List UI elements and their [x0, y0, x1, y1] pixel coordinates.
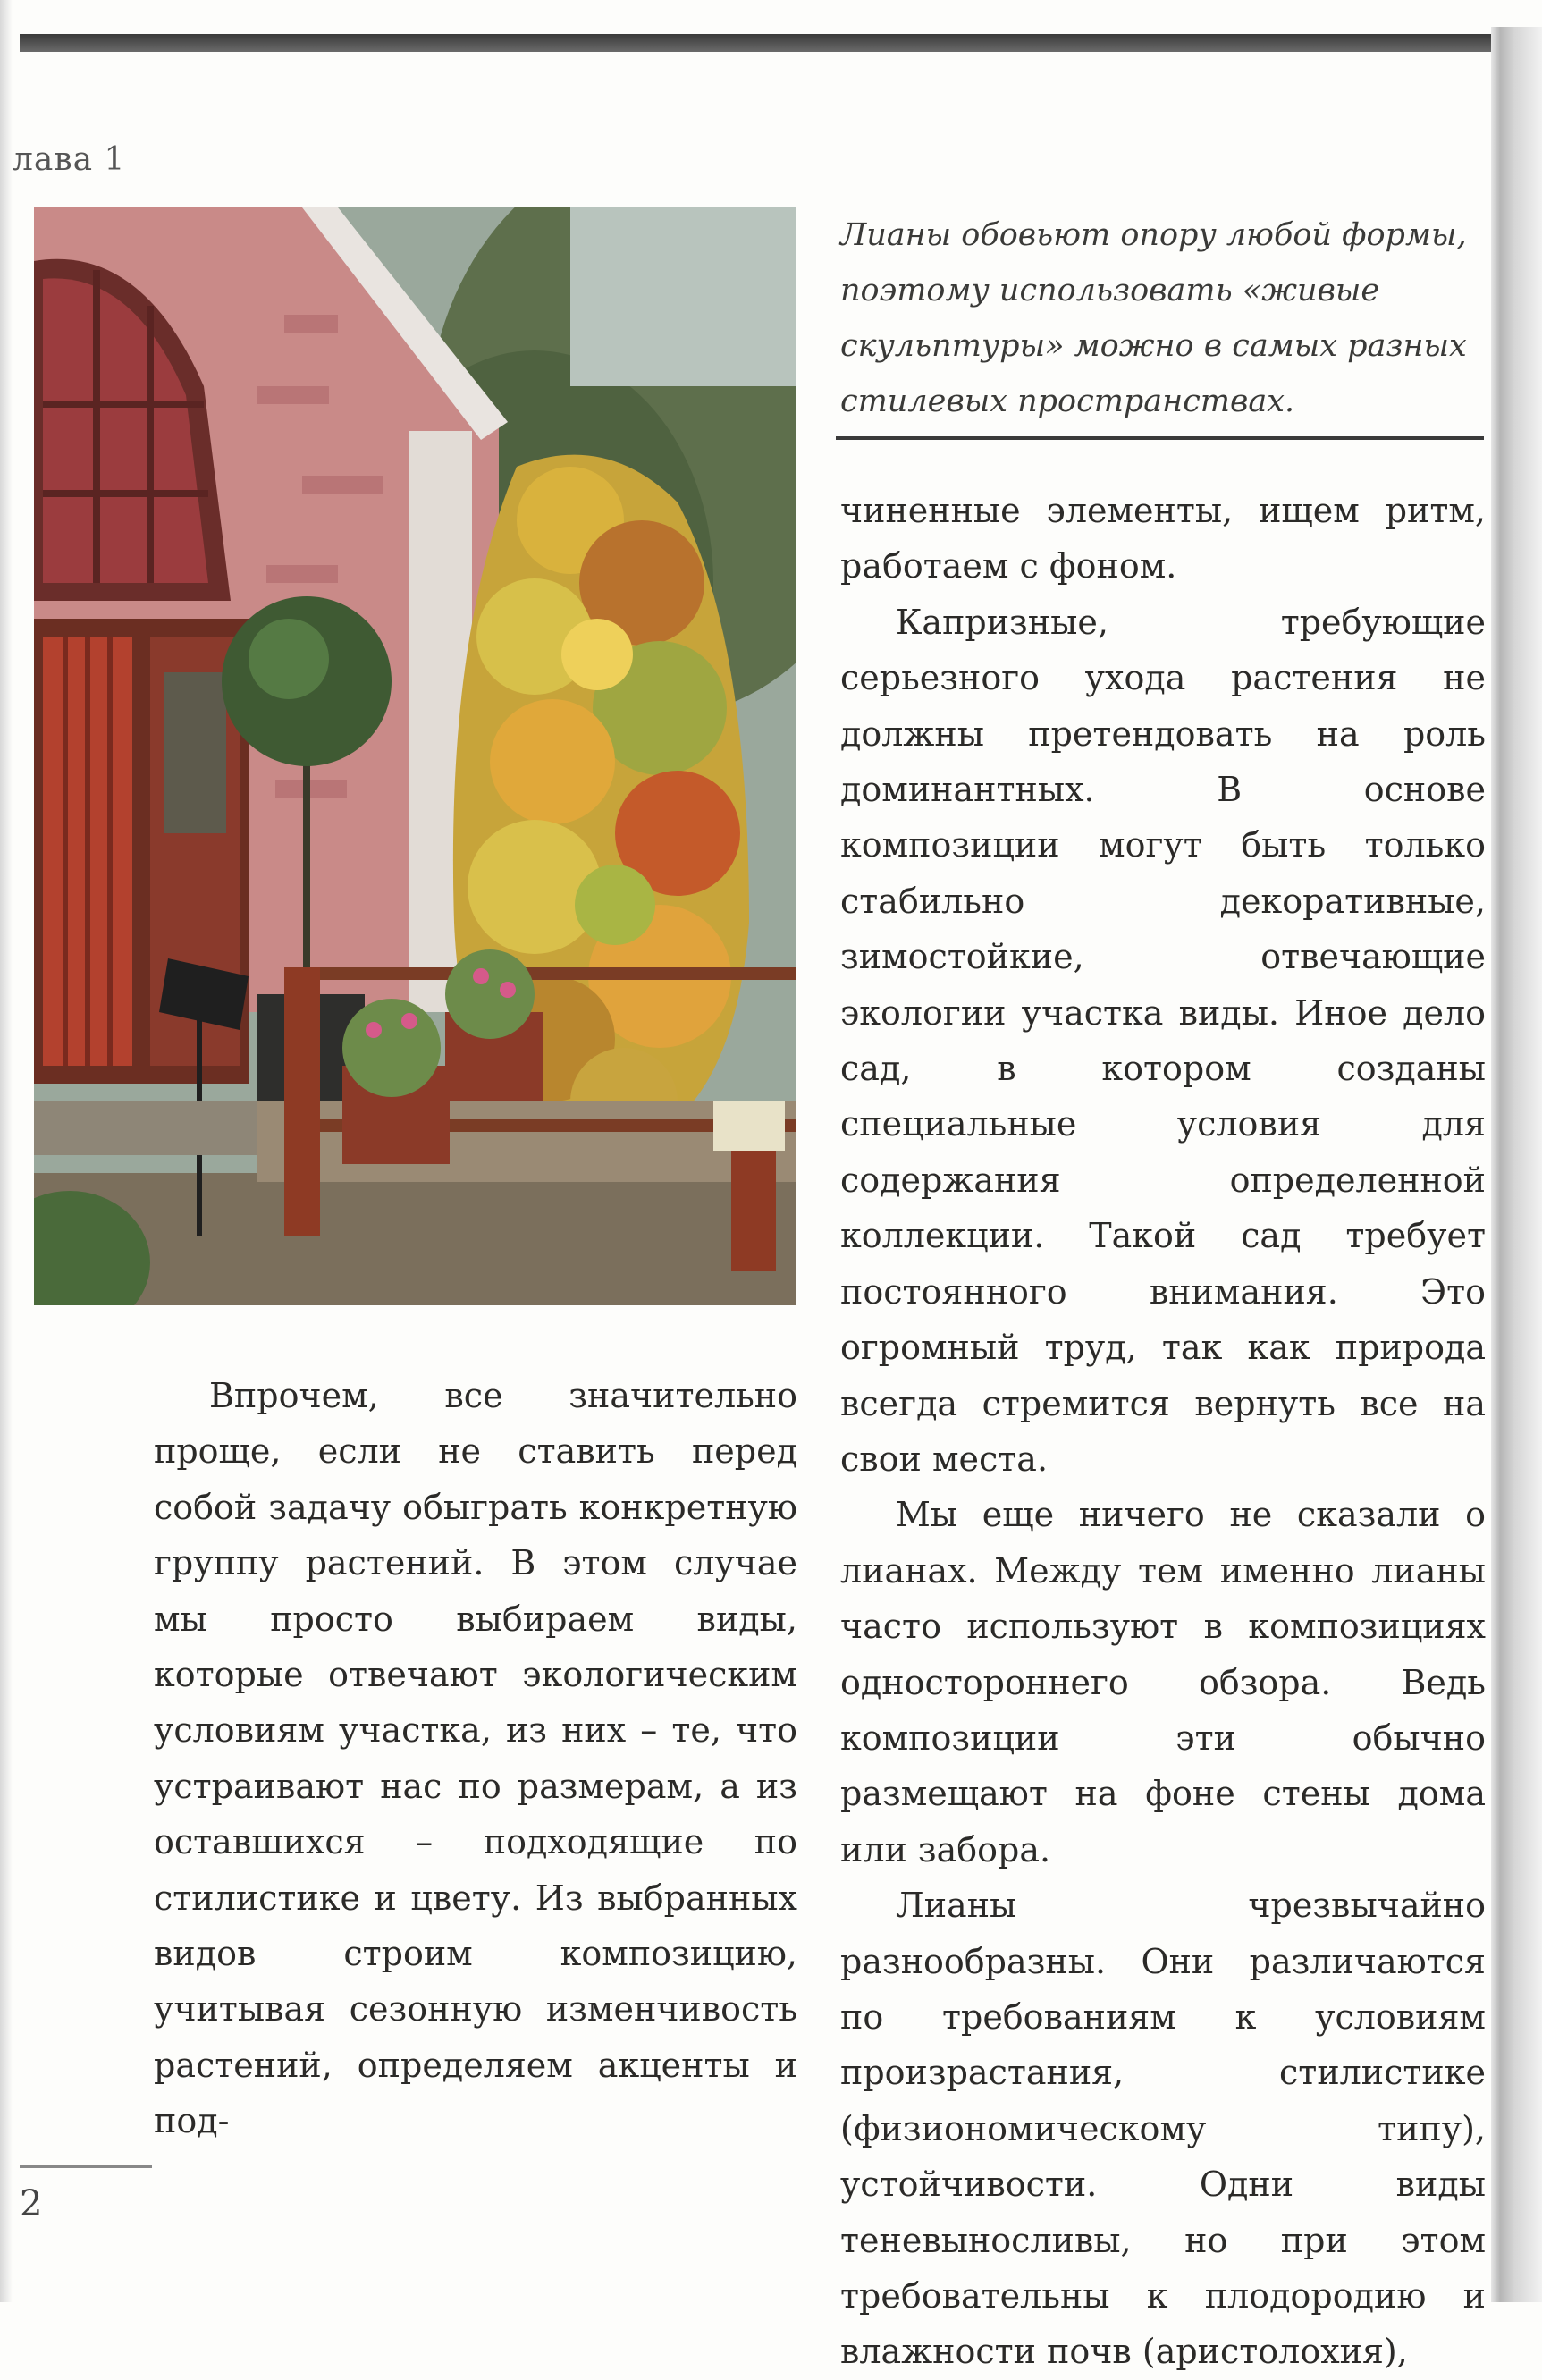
paragraph: Впрочем, все значительно проще, если не ставить перед собой задачу обыграть конкретную группу растений. В этом случае мы просто выбираем виды, которые отвечают экологическим условиям участка, из них – те, что устраивают нас по размерам, а из оставшихся – подходящие по стилистике и цвету. Из выбранных видов строим композицию, учитывая сезонную изменчивость растений, определяем акценты и под-	[154, 1376, 797, 2141]
garden-photo	[34, 207, 796, 1305]
scan-edge-top	[20, 34, 1504, 52]
footer-rule	[20, 2165, 152, 2168]
chapter-header: лава 1	[13, 141, 126, 178]
photo-caption: Лианы обовьют опору любой формы, поэтому использовать «живые скульптуры» можно в самых разных стилевых пространствах.	[840, 217, 1467, 419]
paragraph: чиненные элементы, ищем ритм, работаем с фоном.	[840, 491, 1486, 587]
scan-shadow-left	[0, 0, 13, 2302]
scan-edge-right	[1491, 27, 1542, 2302]
paragraph: Капризные, требующие серьезного ухода растения не должны претендовать на роль доминантных. В основе композиции могут быть только стабильно декоративные, зимостойкие, отвечающие экологии участка виды. Иное дело сад, в котором созданы специальные условия для содержания определенной коллекции. Такой сад требует постоянного внимания. Это огромный труд, так как природа всегда стремится вернуть все на свои места.	[840, 602, 1486, 1479]
caption-divider	[836, 436, 1484, 440]
right-text-column	[840, 483, 1486, 2380]
photo-illustration	[34, 207, 796, 1305]
paragraph: Лианы чрезвычайно разнообразны. Они различаются по требованиям к условиям произрастания, стилистике (физиономическому типу), устойчивости. Одни виды теневыносливы, но при этом требовательны к плодородию и влажности почв (аристолохия),	[840, 1886, 1486, 2372]
page-number: 2	[20, 2183, 43, 2224]
left-text-column	[154, 1368, 797, 2149]
paragraph: Мы еще ничего не сказали о лианах. Между тем именно лианы часто используют в композициях одностороннего обзора. Ведь композиции эти обычно размещают на фоне стены дома или забора.	[840, 1495, 1486, 1869]
